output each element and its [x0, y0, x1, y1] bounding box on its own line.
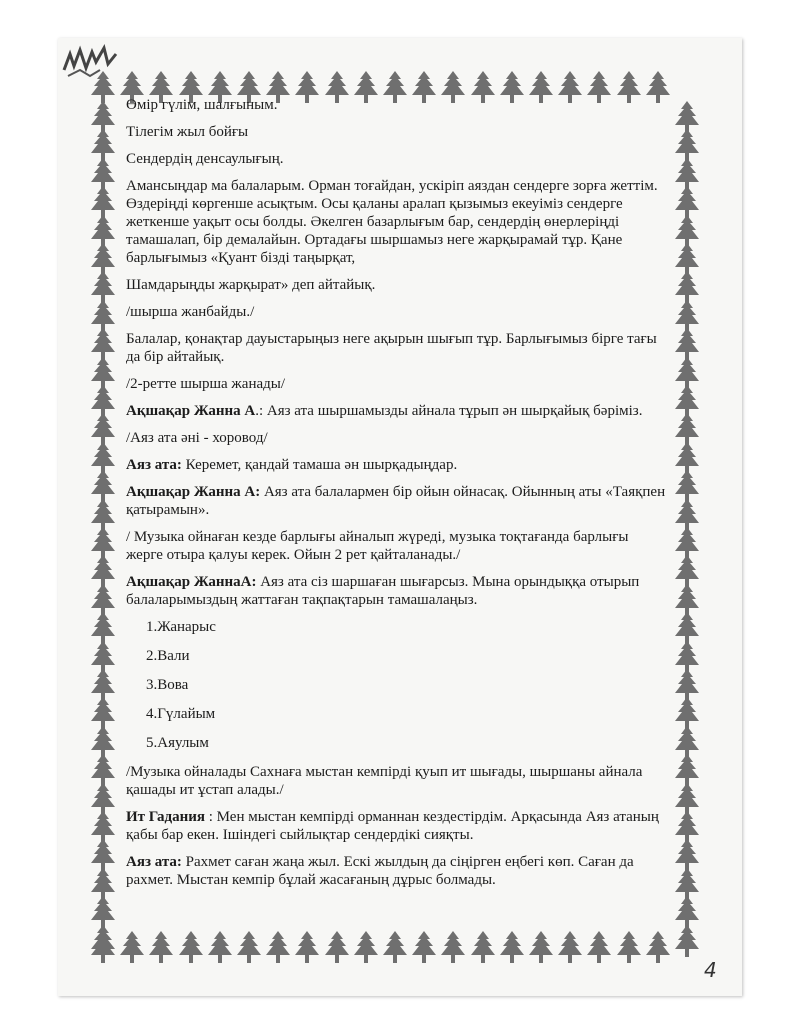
document-body [126, 96, 666, 898]
fir-tree-icon [497, 930, 527, 964]
fir-tree-icon [468, 930, 498, 964]
speaker-name: Ақшақар Жанна А [126, 403, 256, 419]
dialogue-line: Аяз ата: Керемет, қандай тамаша ән шырқадыңдар. [126, 457, 458, 473]
dialogue-line: Ақшақар Жанна А.: Аяз ата шыршамызды айнала тұрып ән шырқайық бәріміз. [126, 403, 643, 419]
dialogue-line: Аяз ата: Рахмет саған жаңа жыл. Ескі жылдың да сіңірген еңбегі көп. Саған да рахмет. Мыстан кемпір бұлай жасағаның дұрыс болмады. [126, 854, 634, 888]
fir-tree-icon [88, 924, 118, 958]
speaker-name: Ақшақар Жанна А: [126, 484, 261, 500]
fir-tree-icon [117, 930, 147, 964]
paragraph: /шырша жанбайды./ [126, 304, 255, 320]
paragraph: Шамдарыңды жарқырат» деп айтайық. [126, 277, 376, 293]
fir-tree-icon [555, 930, 585, 964]
speaker-name: Аяз ата: [126, 457, 182, 473]
fir-tree-icon [292, 930, 322, 964]
speaker-name: Ит Гадания [126, 809, 205, 825]
fir-tree-icon [672, 924, 702, 958]
paragraph: /Музыка ойналады Сахнаға мыстан кемпірді қуып ит шығады, шыршаны айнала қашады ит ұстап алады./ [126, 764, 643, 798]
text-line: Өмір гүлім, шалғыным. [126, 97, 278, 113]
fir-tree-icon [643, 930, 673, 964]
list-item: 4.Гүлайым [146, 706, 216, 722]
fir-tree-icon [614, 930, 644, 964]
paragraph: Амансыңдар ма балаларым. Орман тоғайдан, ускіріп аяздан сендерге зорға жеттім. Өздеріңді көргенше асықтым. Осы қаланы аралап қызымыз екеуіміз сендерге жеткенше уақыт осы болды. Әкелген базарлығым бар, сендердің өнерлеріңді тамашалап, бір демалайын. Ортадағы шыршамыз неге жарқырамай тұр. Қане барлығымыз «Қуант бізді таңырқат, [126, 178, 658, 266]
page-number: 4 [704, 958, 717, 982]
fir-tree-icon [146, 930, 176, 964]
fir-tree-icon [351, 930, 381, 964]
fir-tree-icon [176, 930, 206, 964]
text-line: Сендердің денсаулығың. [126, 151, 284, 167]
paragraph: /Аяз ата әні - хоровод/ [126, 430, 268, 446]
speaker-name: Аяз ата: [126, 854, 182, 870]
fir-tree-icon [88, 70, 118, 104]
list-item: 2.Вали [146, 648, 190, 664]
fir-tree-icon [526, 930, 556, 964]
dialogue-line: Ит Гадания : Мен мыстан кемпірді орманнан кездестірдім. Арқасында Аяз атаның қабы бар екен. Ішіндегі сыйлықтар сендердікі сияқты. [126, 809, 659, 843]
fir-tree-icon [322, 930, 352, 964]
dialogue-line: Ақшақар ЖаннаА: Аяз ата сіз шаршаған шығарсыз. Мына орындыққа отырып балаларымыздың жаттаған тақпақтарын тамашалаңыз. [126, 574, 640, 608]
fir-tree-icon [263, 930, 293, 964]
list-item: 5.Аяулым [146, 735, 209, 751]
list-item: 3.Вова [146, 677, 189, 693]
speaker-name: Ақшақар ЖаннаА: [126, 574, 257, 590]
dialogue-line: Ақшақар Жанна А: Аяз ата балалармен бір ойын ойнасақ. Ойынның аты «Таяқпен қатырамын». [126, 484, 666, 518]
fir-tree-icon [438, 930, 468, 964]
fir-tree-icon [584, 930, 614, 964]
list-item: 1.Жанарыс [146, 619, 216, 635]
fir-tree-icon [205, 930, 235, 964]
paragraph: /2-ретте шырша жанады/ [126, 376, 286, 392]
fir-tree-icon [380, 930, 410, 964]
text-line: Тілегім жыл бойғы [126, 124, 249, 140]
paragraph: / Музыка ойнаған кезде барлығы айналып жүреді, музыка тоқтағанда барлығы жерге отыра қалуы керек. Ойын 2 рет қайталанады./ [126, 529, 629, 563]
performer-list [126, 618, 666, 752]
paragraph: Балалар, қонақтар дауыстарыңыз неге ақырын шығып тұр. Барлығымыз бірге тағы да бір айтайық. [126, 331, 657, 365]
fir-tree-icon [234, 930, 264, 964]
fir-tree-icon [409, 930, 439, 964]
